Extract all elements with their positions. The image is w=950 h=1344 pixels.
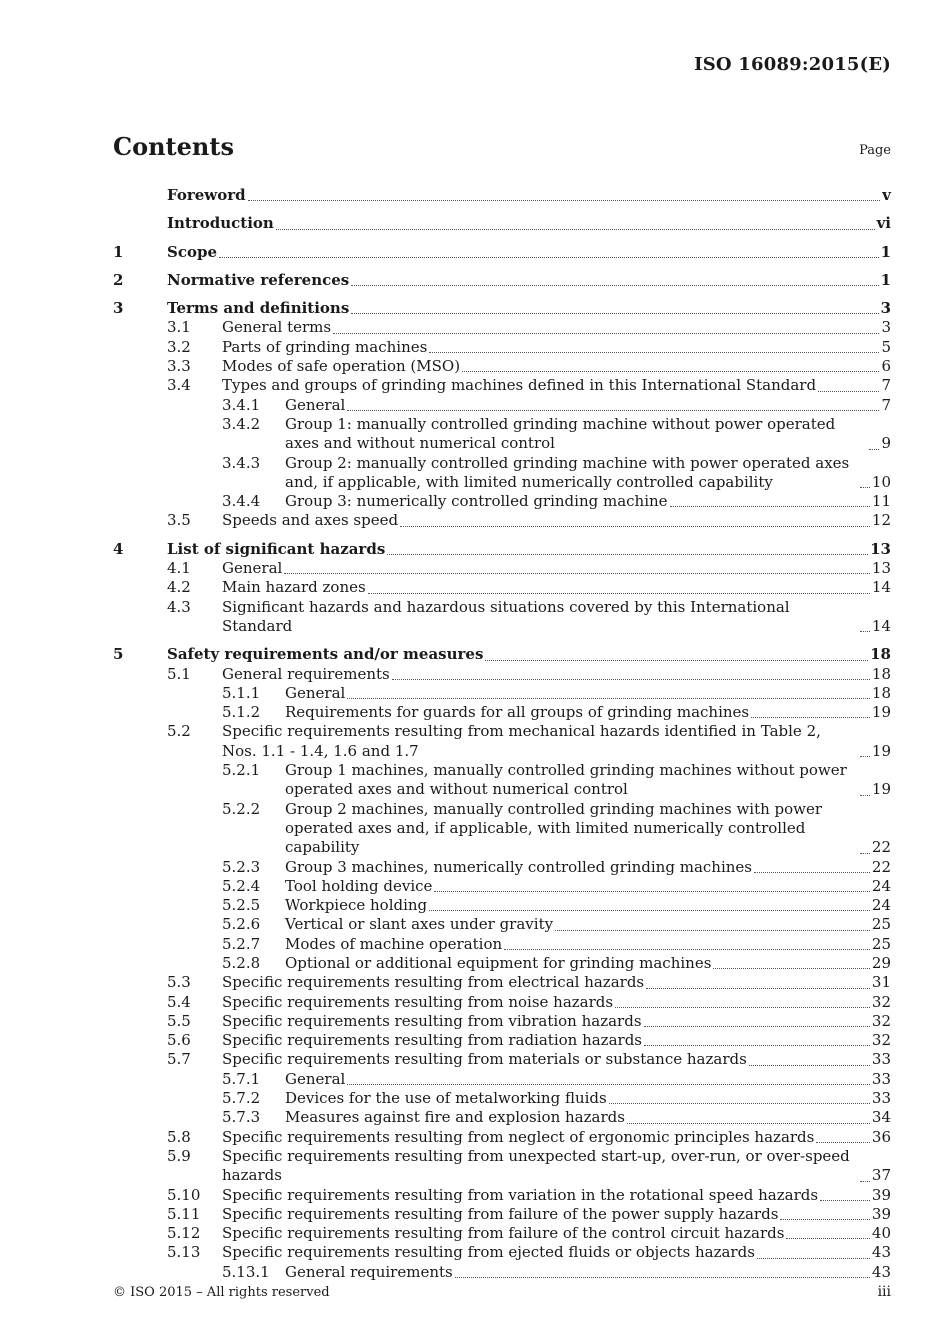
toc-entry[interactable] (113, 858, 891, 877)
dot-leader (219, 257, 879, 258)
toc-entry-number: 5.2.4 (222, 876, 261, 895)
toc-entry-title: Types and groups of grinding machines defined in this International Standard (222, 376, 817, 395)
dot-leader (347, 1084, 870, 1085)
dot-leader (644, 1026, 870, 1027)
toc-entry[interactable] (113, 214, 891, 233)
dot-leader (860, 1181, 870, 1182)
toc-entry-page: 12 (871, 511, 891, 530)
dot-leader (333, 333, 879, 334)
toc-entry[interactable] (113, 186, 891, 205)
toc-entry-title: Introduction (167, 214, 274, 233)
toc-entry-title: Group 1: manually controlled grinding machine without power operated axes and without numerical control (285, 414, 836, 453)
toc-entry-number: 5.1 (167, 664, 191, 683)
document-code: ISO 16089:2015(E) (694, 54, 891, 75)
toc-entry[interactable] (113, 761, 891, 800)
toc-entry-title: Group 2: manually controlled grinding machine with power operated axes and, if applicable, with limited numerically controlled capability (285, 453, 850, 491)
toc-entry-title: Vertical or slant axes under gravity (285, 915, 554, 934)
toc-entry-number: 5.2 (167, 722, 191, 741)
toc-entry[interactable] (113, 598, 891, 637)
toc-entry[interactable] (113, 1108, 891, 1127)
dot-leader (347, 698, 870, 699)
dot-leader (434, 891, 869, 892)
dot-leader (462, 371, 879, 372)
toc-entry[interactable] (113, 1263, 891, 1282)
toc-entry[interactable] (113, 1089, 891, 1108)
toc-entry-page: 22 (871, 838, 891, 857)
toc-entry[interactable] (113, 954, 891, 973)
dot-leader (387, 554, 868, 555)
toc-entry[interactable] (113, 1147, 891, 1186)
toc-entry-number: 5.2.7 (222, 934, 261, 953)
toc-entry-title: Specific requirements resulting from variation in the rotational speed hazards (222, 1185, 819, 1204)
toc-entry-title: Specific requirements resulting from failure of the control circuit hazards (222, 1224, 785, 1243)
toc-entry-page: 31 (871, 973, 891, 992)
toc-entry-title: Foreword (167, 186, 246, 204)
dot-leader (751, 717, 870, 718)
toc-entry[interactable] (113, 376, 891, 395)
dot-leader (749, 1065, 870, 1066)
toc-entry-title: Scope (167, 242, 218, 261)
dot-leader (670, 506, 870, 507)
toc-entry-title: Modes of machine operation (285, 934, 503, 953)
toc-entry-number: 5.8 (167, 1127, 191, 1146)
toc-entry-title: Normative references (167, 270, 350, 289)
toc-entry[interactable] (113, 645, 891, 664)
toc-entry[interactable] (113, 722, 891, 761)
toc-entry[interactable] (113, 338, 891, 357)
toc-entry[interactable] (113, 578, 891, 597)
toc-entry-page: 39 (871, 1204, 891, 1223)
toc-entry-page: 34 (871, 1108, 891, 1127)
toc-entry[interactable] (113, 396, 891, 415)
toc-entry-page: 40 (871, 1224, 891, 1243)
toc-entry[interactable] (113, 415, 891, 454)
toc-entry-title: Specific requirements resulting from neglect of ergonomic principles hazards (222, 1127, 815, 1146)
toc-entry-page: 19 (871, 741, 891, 760)
toc-entry-number: 3.4.1 (222, 395, 261, 414)
dot-leader (786, 1238, 869, 1239)
toc-entry-page: 37 (871, 1166, 891, 1185)
dot-leader (276, 229, 875, 230)
toc-entry-page: 18 (870, 645, 891, 664)
toc-entry[interactable] (113, 915, 891, 934)
toc-entry-number: 5.4 (167, 992, 191, 1011)
toc-entry-page: 19 (871, 780, 891, 799)
dot-leader (818, 391, 879, 392)
toc-entry-title: Modes of safe operation (MSO) (222, 357, 461, 376)
toc-entry-number: 5.2.5 (222, 896, 261, 915)
toc-entry[interactable] (113, 665, 891, 684)
toc-entry-number: 1 (113, 242, 124, 261)
toc-entry-number: 3 (113, 299, 124, 318)
page-number: iii (877, 1284, 891, 1300)
dot-leader (248, 200, 881, 201)
toc-entry-page: 32 (871, 1011, 891, 1030)
toc-entry-number: 5.10 (167, 1185, 201, 1204)
toc-entry[interactable] (113, 877, 891, 896)
toc-entry-page: 39 (871, 1185, 891, 1204)
toc-entry-number: 4.2 (167, 578, 191, 597)
toc-entry[interactable] (113, 492, 891, 511)
toc-entry-title: General (285, 1069, 346, 1088)
toc-entry-number: 3.4.4 (222, 492, 261, 511)
dot-leader (392, 679, 870, 680)
toc-entry-title: Safety requirements and/or measures (167, 645, 484, 664)
toc-entry-number: 3.5 (167, 511, 191, 530)
page-title: Contents (113, 132, 234, 161)
toc-entry-number: 2 (113, 270, 124, 289)
toc-entry-page: 6 (881, 357, 891, 376)
toc-entry-page: 3 (880, 299, 891, 318)
toc-entry-page: 25 (871, 934, 891, 953)
toc-entry-title: Group 2 machines, manually controlled grinding machines with power operated axes and, if applicable, with limited numerically controlled capability (285, 799, 823, 857)
page-column-label: Page (859, 143, 891, 158)
dot-leader (860, 487, 870, 488)
dot-leader (400, 526, 870, 527)
dot-leader (644, 1045, 870, 1046)
toc-entry[interactable] (113, 993, 891, 1012)
toc-entry-number: 5.1.2 (222, 703, 261, 722)
toc-entry-number: 5.11 (167, 1204, 201, 1223)
toc-entry[interactable] (113, 271, 891, 290)
toc-entry-title: Group 3: numerically controlled grinding machine (285, 492, 668, 511)
toc-entry[interactable] (113, 511, 891, 530)
toc-entry-number: 5.6 (167, 1031, 191, 1050)
toc-entry-number: 3.4.2 (222, 414, 261, 433)
toc-entry-title: Workpiece holding (285, 896, 428, 915)
toc-entry-page: 32 (871, 992, 891, 1011)
toc-entry[interactable] (113, 559, 891, 578)
toc-entry[interactable] (113, 935, 891, 954)
toc-entry-title: List of significant hazards (167, 539, 386, 558)
toc-entry-title: Specific requirements resulting from failure of the power supply hazards (222, 1204, 779, 1223)
toc-entry-number: 3.1 (167, 318, 191, 337)
toc-entry[interactable] (113, 540, 891, 559)
toc-entry-number: 3.3 (167, 357, 191, 376)
toc-entry-page: 18 (871, 664, 891, 683)
toc-entry-title: Tool holding device (285, 876, 433, 895)
dot-leader (504, 949, 870, 950)
toc-entry-number: 4 (113, 539, 124, 558)
toc-entry-title: Specific requirements resulting from vibration hazards (222, 1011, 642, 1030)
toc-entry-number: 5.2.2 (222, 799, 261, 818)
toc-entry-number: 5.13 (167, 1243, 201, 1262)
toc-entry[interactable] (113, 1243, 891, 1262)
toc-entry-page: 24 (871, 896, 891, 915)
toc-entry-title: General (222, 559, 283, 578)
toc-entry-page: 9 (881, 434, 891, 453)
dot-leader (347, 410, 879, 411)
toc-entry-number: 4.3 (167, 597, 191, 616)
toc-entry-page: 32 (871, 1031, 891, 1050)
toc-entry-page: vi (876, 214, 891, 233)
toc-entry-number: 5.7 (167, 1050, 191, 1069)
toc-entry[interactable] (113, 1012, 891, 1031)
dot-leader (757, 1258, 870, 1259)
toc-entry-page: 1 (880, 242, 891, 261)
toc-entry-page: 11 (871, 492, 891, 511)
toc-entry-title: Measures against fire and explosion hazards (285, 1108, 625, 1127)
toc-entry-page: 22 (871, 857, 891, 876)
toc-entry-title: Specific requirements resulting from electrical hazards (222, 973, 645, 992)
toc-entry[interactable] (113, 299, 891, 318)
toc-entry[interactable] (113, 1031, 891, 1050)
toc-entry[interactable] (113, 800, 891, 858)
toc-entry[interactable] (113, 1186, 891, 1205)
toc-entry-number: 5.2.1 (222, 761, 261, 780)
toc-entry-page: 24 (871, 876, 891, 895)
toc-entry-page: 13 (870, 539, 891, 558)
toc-entry-title: Parts of grinding machines (222, 337, 428, 356)
toc-entry-number: 5.1.1 (222, 683, 261, 702)
dot-leader (860, 795, 870, 796)
toc-entry-title: Specific requirements resulting from mechanical hazards identified in Table 2, Nos. 1.1 - 1.4, 1.6 and 1.7 (222, 722, 821, 760)
toc-entry-page: 14 (871, 578, 891, 597)
toc-entry-number: 3.4.3 (222, 453, 261, 472)
toc-entry-number: 5.3 (167, 973, 191, 992)
dot-leader (627, 1123, 870, 1124)
dot-leader (860, 631, 870, 632)
toc-entry-title: General terms (222, 318, 332, 337)
toc-entry[interactable] (113, 318, 891, 337)
dot-leader (713, 968, 870, 969)
toc-entry-title: Specific requirements resulting from materials or substance hazards (222, 1050, 747, 1069)
toc-entry-title: Specific requirements resulting from radiation hazards (222, 1031, 642, 1050)
dot-leader (860, 756, 870, 757)
dot-leader (455, 1277, 870, 1278)
toc-entry-number: 5.2.6 (222, 915, 261, 934)
toc-entry-title: Speeds and axes speed (222, 511, 399, 530)
dot-leader (555, 930, 870, 931)
toc-entry-number: 5.7.3 (222, 1108, 261, 1127)
toc-entry-page: 25 (871, 915, 891, 934)
toc-entry-number: 5.9 (167, 1146, 191, 1165)
toc-entry-title: Main hazard zones (222, 578, 366, 597)
toc-entry-title: General (285, 395, 346, 414)
toc-entry-title: Terms and definitions (167, 299, 350, 318)
dot-leader (351, 313, 878, 314)
dot-leader (429, 352, 879, 353)
toc-entry-page: v (882, 186, 891, 204)
toc-entry-page: 19 (871, 703, 891, 722)
toc-entry-page: 36 (871, 1127, 891, 1146)
dot-leader (429, 910, 870, 911)
toc-entry[interactable] (113, 973, 891, 992)
dot-leader (816, 1142, 870, 1143)
toc-entry-number: 3.2 (167, 337, 191, 356)
toc-entry-page: 33 (871, 1089, 891, 1108)
dot-leader (780, 1219, 870, 1220)
toc-entry-page: 1 (880, 270, 891, 289)
toc-entry-page: 3 (881, 318, 891, 337)
toc-entry[interactable] (113, 1128, 891, 1147)
toc-entry-page: 5 (881, 337, 891, 356)
toc-entry[interactable] (113, 1205, 891, 1224)
toc-entry-page: 7 (881, 376, 891, 395)
toc-entry-title: Specific requirements resulting from noise hazards (222, 992, 614, 1011)
toc-entry-number: 5.7.2 (222, 1089, 261, 1108)
dot-leader (368, 593, 870, 594)
toc-entry-title: General requirements (285, 1262, 453, 1281)
toc-entry-number: 5.12 (167, 1224, 201, 1243)
toc-entry-title: Group 3 machines, numerically controlled grinding machines (285, 857, 752, 876)
dot-leader (754, 872, 870, 873)
toc-entry-page: 13 (871, 559, 891, 578)
copyright-notice: © ISO 2015 – All rights reserved (113, 1285, 330, 1300)
toc-entry[interactable] (113, 1070, 891, 1089)
toc-entry[interactable] (113, 1224, 891, 1243)
table-of-contents (113, 186, 891, 1282)
toc-entry-title: Optional or additional equipment for grinding machines (285, 953, 712, 972)
toc-entry-number: 4.1 (167, 559, 191, 578)
toc-entry[interactable] (113, 684, 891, 703)
dot-leader (351, 285, 878, 286)
dot-leader (485, 660, 868, 661)
toc-entry-page: 43 (871, 1243, 891, 1262)
toc-entry[interactable] (113, 1050, 891, 1069)
dot-leader (609, 1103, 870, 1104)
toc-entry[interactable] (113, 243, 891, 262)
toc-entry-title: Requirements for guards for all groups of grinding machines (285, 703, 750, 722)
toc-entry-page: 33 (871, 1050, 891, 1069)
toc-entry[interactable] (113, 357, 891, 376)
toc-entry-number: 3.4 (167, 376, 191, 395)
toc-entry-title: Specific requirements resulting from unexpected start-up, over-run, or over-speed hazards (222, 1146, 850, 1185)
dot-leader (615, 1007, 870, 1008)
toc-entry[interactable] (113, 896, 891, 915)
toc-entry-page: 29 (871, 953, 891, 972)
toc-entry[interactable] (113, 454, 891, 493)
dot-leader (869, 449, 879, 450)
toc-entry-number: 5 (113, 645, 124, 664)
dot-leader (820, 1200, 870, 1201)
toc-entry-page: 10 (871, 472, 891, 491)
toc-entry-title: Devices for the use of metalworking fluids (285, 1089, 607, 1108)
toc-entry-title: Specific requirements resulting from ejected fluids or objects hazards (222, 1243, 755, 1262)
toc-entry-page: 33 (871, 1069, 891, 1088)
dot-leader (284, 573, 870, 574)
toc-entry-title: Significant hazards and hazardous situations covered by this International Standard (222, 597, 790, 635)
toc-entry-title: Group 1 machines, manually controlled grinding machines without power operated axes and without numerical control (285, 761, 847, 799)
dot-leader (860, 853, 870, 854)
toc-entry-page: 7 (881, 395, 891, 414)
toc-entry-page: 14 (871, 616, 891, 635)
dot-leader (646, 988, 870, 989)
toc-entry-number: 5.7.1 (222, 1069, 261, 1088)
toc-entry-page: 18 (871, 683, 891, 702)
toc-entry[interactable] (113, 703, 891, 722)
toc-entry-number: 5.5 (167, 1011, 191, 1030)
toc-entry-title: General (285, 683, 346, 702)
toc-entry-number: 5.2.3 (222, 857, 261, 876)
toc-entry-number: 5.13.1 (222, 1262, 270, 1281)
toc-entry-title: General requirements (222, 664, 390, 683)
toc-entry-page: 43 (871, 1262, 891, 1281)
toc-entry-number: 5.2.8 (222, 953, 261, 972)
